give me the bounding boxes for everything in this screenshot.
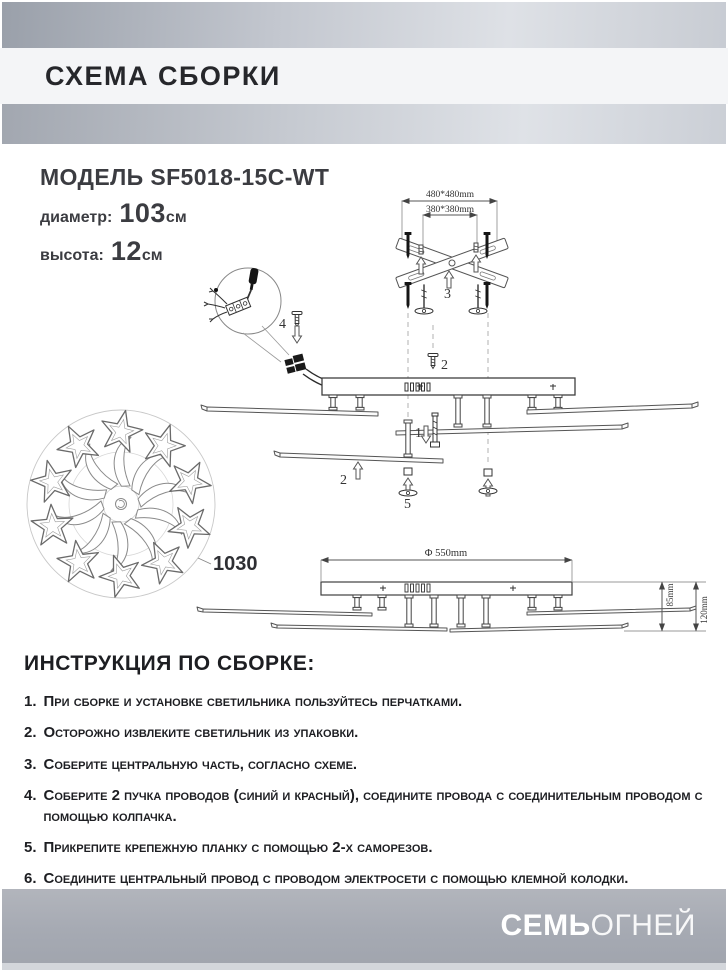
diameter-label: диаметр: (40, 209, 113, 226)
fixing-screw-right (479, 469, 497, 496)
list-item (24, 755, 721, 775)
instructions-section (24, 652, 721, 901)
header-band (2, 2, 726, 48)
part-label-screws: 5 (404, 497, 411, 512)
item-text: Соберите центральную часть, согласно схеме. (43, 755, 358, 773)
dim-bracket-inner: 380*380mm (425, 205, 475, 215)
instructions-list (24, 692, 721, 890)
item-number: 3. (24, 755, 37, 773)
assembly-diagram (0, 185, 728, 655)
item-text: Соедините центральный провод с проводом электросети с помощью клемной колодки. (43, 870, 629, 888)
bottom-edge (2, 963, 726, 970)
list-item (24, 786, 721, 827)
item-number: 2. (24, 724, 37, 742)
blades-exploded (201, 402, 698, 463)
brand-logo (500, 909, 696, 943)
list-item (24, 723, 721, 743)
wing-screws (415, 285, 487, 314)
assembled-side-view (197, 548, 709, 632)
list-item (24, 692, 721, 712)
title-strip (0, 48, 728, 104)
page-title: СХЕМА СБОРКИ (45, 60, 281, 91)
cross-bracket (396, 238, 509, 288)
model-label: МОДЕЛЬ (40, 164, 144, 190)
wire-connection-detail (204, 268, 409, 393)
footer-band (2, 889, 726, 963)
model-code: SF5018-15C-WT (150, 164, 330, 190)
dim-plate-diameter: 1030 (213, 553, 258, 575)
star-plate-view (26, 406, 218, 603)
height-value: 12 (110, 236, 142, 266)
item-number: 4. (24, 787, 37, 805)
list-item (24, 838, 721, 858)
item-text: Прикрепите крепежную планку с помощью 2-х саморезов. (43, 838, 433, 856)
dim-height-to-blade: 85mm (665, 583, 675, 607)
header-band-lower (2, 104, 726, 144)
fixing-screw-left (399, 468, 417, 496)
height-unit: см (141, 247, 163, 264)
item-text: Осторожно извлеките светильник из упаковки. (43, 724, 359, 742)
diameter-value: 103 (119, 198, 166, 228)
dim-bar-diameter: Φ 550mm (424, 548, 468, 559)
item-text: При сборке и установке светильника пользуйтесь перчатками. (43, 693, 463, 710)
brand-bold: СЕМЬ (500, 909, 591, 942)
dim-height-total: 120mm (699, 596, 709, 624)
item-text: Соберите 2 пучка проводов (синий и красный), соедините провода с соединительным проводом с помощью колпачка. (43, 787, 703, 825)
diameter-unit: см (165, 209, 187, 226)
exploded-centre-bar (201, 354, 698, 513)
stars (26, 406, 218, 603)
part-label-rod: 1 (415, 426, 422, 441)
wire-connector (284, 354, 306, 374)
loose-post (404, 420, 412, 457)
part-label-wire-cap: 4 (279, 317, 286, 332)
part-label-bracket-screw: 2 (441, 358, 448, 373)
instructions-title: ИНСТРУКЦИЯ ПО СБОРКЕ: (24, 652, 315, 675)
item-number: 5. (24, 838, 37, 856)
height-label: высота: (40, 247, 104, 264)
part-label-blade: 2 (340, 473, 347, 488)
list-item (24, 869, 721, 889)
part-label-bracket: 3 (444, 287, 451, 302)
dim-bracket-outer: 480*480mm (425, 190, 475, 200)
brand-light: ОГНЕЙ (590, 909, 696, 942)
blades-side (197, 606, 696, 632)
item-number: 6. (24, 870, 37, 888)
item-number: 1. (24, 693, 37, 710)
mounting-bracket-drawing (396, 190, 509, 314)
